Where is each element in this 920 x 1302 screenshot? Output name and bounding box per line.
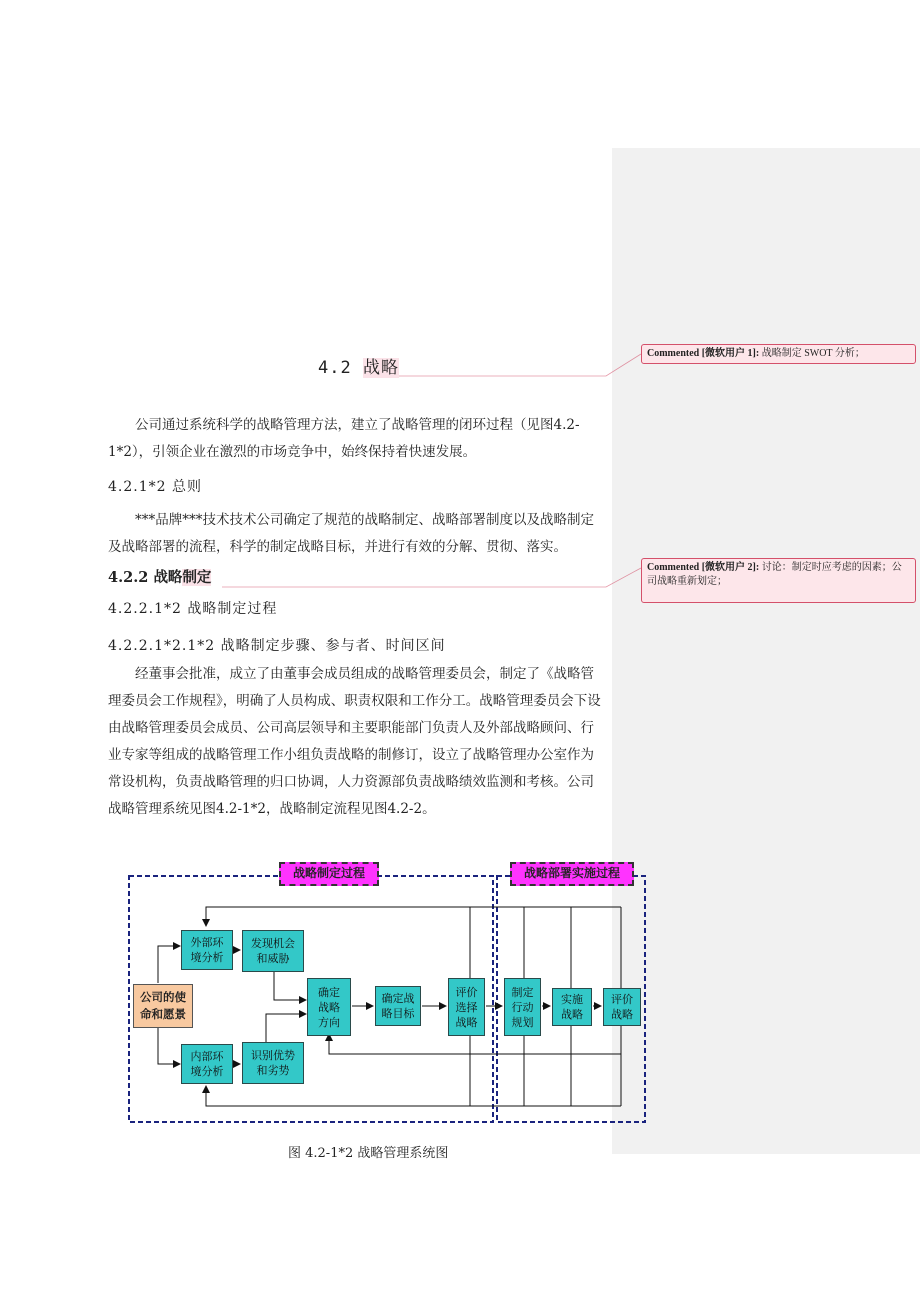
comment-2[interactable] (641, 558, 916, 603)
opportunities-threats-box: 发现机会 和威胁 (242, 930, 304, 972)
section-4-2-2-1-1-text: 经董事会批准，成立了由董事会成员组成的战略管理委员会，制定了《战略管理委员会工作规程》，明确了人员构成、职责权限和工作分工。战略管理委员会下设由战略管理委员会成员、公司高层领导和主要职能部门负责人及外部战略顾问、行业专家等组成的战略管理工作小组负责战略的制修订，设立了战略管理办公室作为常设机构，负责战略管理的归口协调，人力资源部负责战略绩效监测和考核。公司战略管理系统见图4.2-1*2，战略制定流程见图4.2-2。 (108, 666, 601, 817)
strategy-management-system-diagram (124, 850, 658, 1126)
evaluate-select-box: 评价 选择 战略 (448, 978, 485, 1036)
intro-paragraph (108, 412, 606, 466)
mission-vision-box: 公司的使 命和愿景 (133, 984, 193, 1028)
heading-number: 4.2 (318, 358, 352, 378)
tag-deployment: 战略部署实施过程 (510, 862, 634, 886)
comment-1[interactable] (641, 344, 916, 364)
section-4-2-2-1-title: 4.2.2.1*2 战略制定过程 (108, 601, 278, 617)
comment-2-label: Commented [微软用户 2]: (647, 562, 760, 573)
comment-pane (612, 148, 920, 1154)
section-4-2-2-title-b: 制定 (182, 569, 212, 586)
internal-analysis-box: 内部环 境分析 (181, 1044, 233, 1084)
section-4-2-1-title: 4.2.1*2 总则 (108, 479, 202, 495)
action-plan-box: 制定 行动 规划 (504, 978, 541, 1036)
section-4-2-2-title-a: 战略 (153, 569, 183, 586)
section-4-2-2-1-1-body (108, 661, 606, 823)
comment-2-text: 讨论：制定时应考虑的因素；公司战略重新划定； (647, 562, 902, 587)
section-4-2-2-1-1-title: 4.2.2.1*2.1*2 战略制定步骤、参与者、时间区间 (108, 638, 446, 654)
external-analysis-box: 外部环 境分析 (181, 930, 233, 970)
heading-title: 战略 (362, 358, 399, 378)
section-4-2-1-text: ***品牌***技术技术公司确定了规范的战略制定、战略部署制度以及战略制定及战略部署的流程，科学的制定战略目标，并进行有效的分解、贯彻、落实。 (108, 512, 594, 555)
strategy-direction-box: 确定 战略 方向 (307, 978, 351, 1036)
section-4-2-1-body (108, 507, 606, 561)
figure-caption: 图 4.2-1*2 战略管理系统图 (288, 1146, 449, 1161)
section-4-2-2-title (108, 566, 606, 587)
evaluate-strategy-box: 评价 战略 (603, 988, 641, 1026)
strategy-goals-box: 确定战 略目标 (375, 986, 421, 1026)
strengths-weaknesses-box: 识别优势 和劣势 (242, 1042, 304, 1084)
intro-text: 公司通过系统科学的战略管理方法，建立了战略管理的闭环过程（见图4.2-1*2），引领企业在激烈的市场竞争中，始终保持着快速发展。 (108, 417, 580, 460)
section-heading-4-2 (318, 353, 399, 378)
comment-1-text: 战略制定 SWOT 分析； (761, 348, 865, 359)
tag-formulation: 战略制定过程 (279, 862, 379, 886)
implement-strategy-box: 实施 战略 (552, 988, 592, 1026)
comment-1-label: Commented [微软用户 1]: (647, 348, 760, 359)
section-4-2-2-number: 4.2.2 (108, 569, 149, 586)
